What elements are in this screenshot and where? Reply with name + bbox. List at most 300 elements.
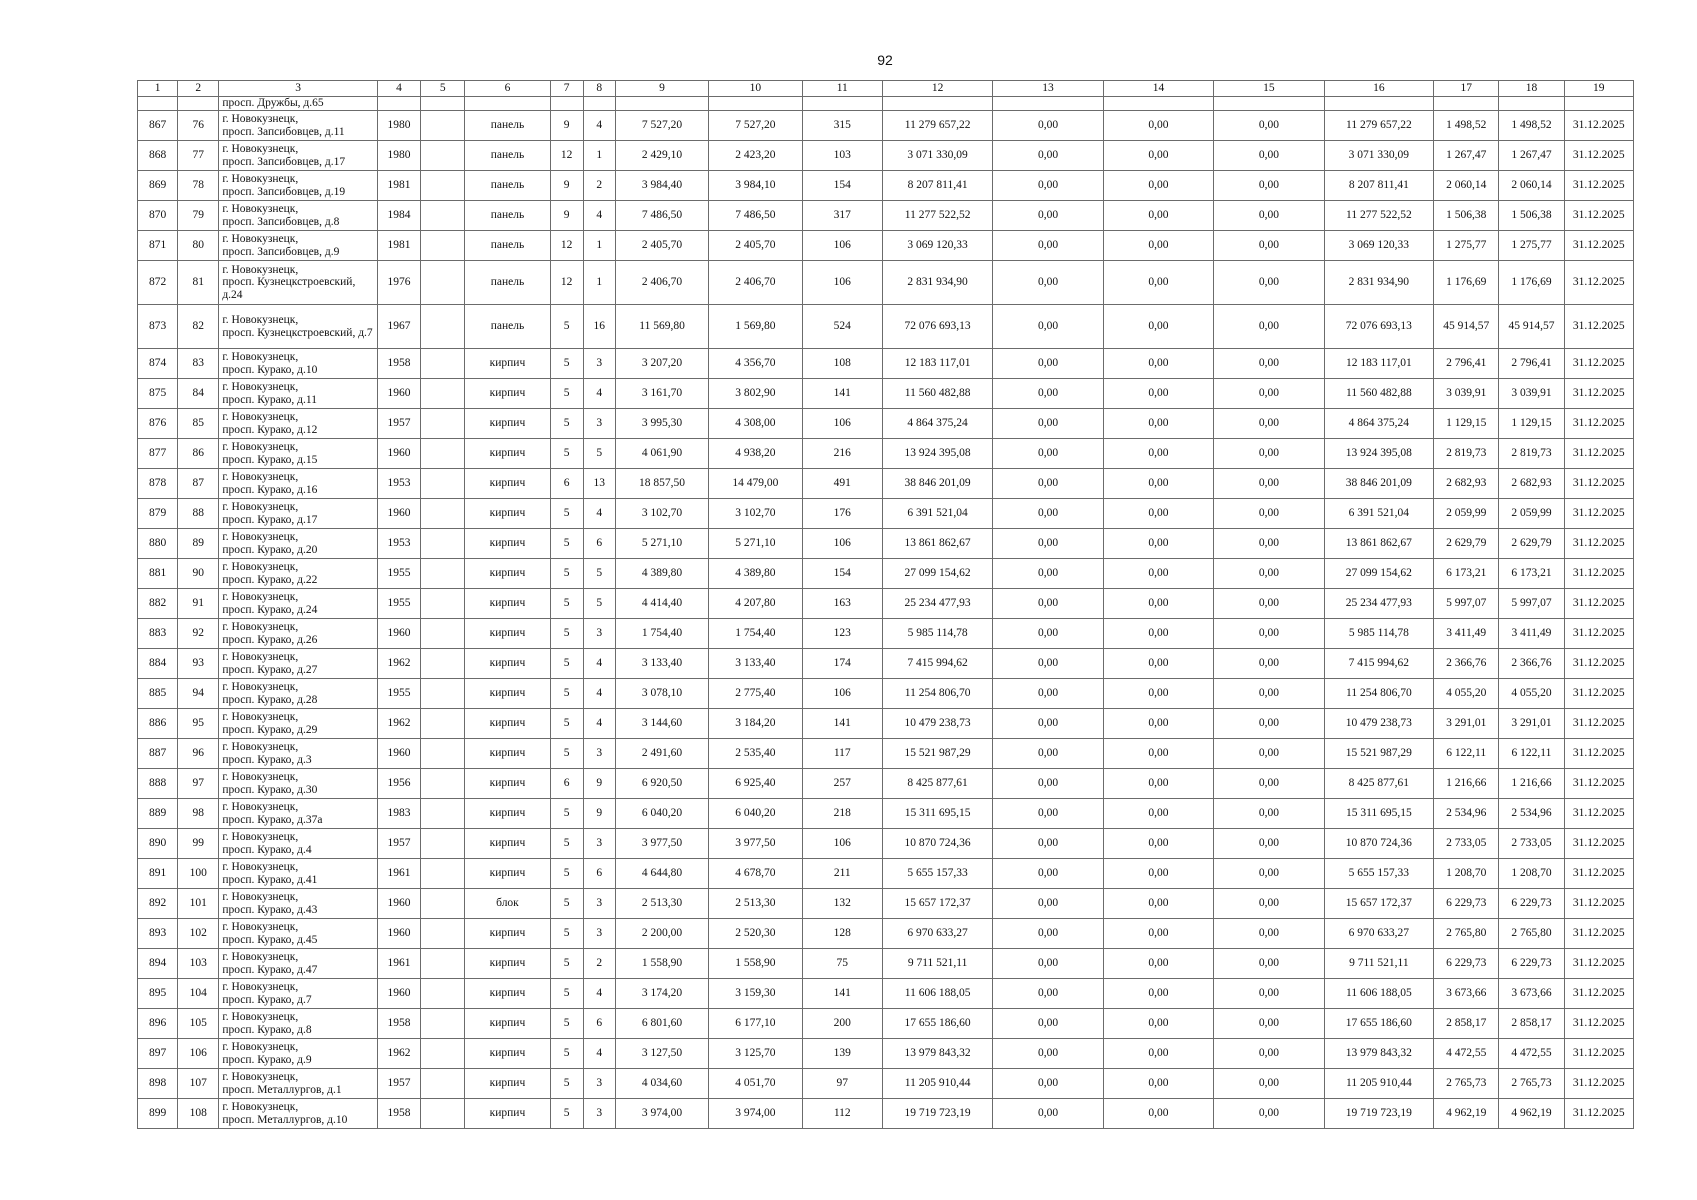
area-total: 7 527,20 [615, 111, 708, 141]
table-row [138, 769, 1634, 799]
cost-col14: 0,00 [1103, 979, 1213, 1009]
cost-col15: 0,00 [1214, 171, 1324, 201]
address-city: г. Новокузнецк, [222, 1011, 299, 1024]
unit-cost: 2 366,76 [1434, 649, 1499, 679]
unit-cost: 2 534,96 [1434, 799, 1499, 829]
cost-col13: 0,00 [993, 201, 1103, 231]
address [219, 949, 378, 979]
row-index: 107 [178, 1069, 219, 1099]
row-index: 103 [178, 949, 219, 979]
row-index: 91 [178, 589, 219, 619]
cost-col13: 0,00 [993, 469, 1103, 499]
row-number: 873 [138, 305, 178, 349]
area-living: 1 754,40 [709, 619, 802, 649]
deadline: 31.12.2025 [1564, 889, 1633, 919]
cost-total: 13 861 862,67 [882, 529, 992, 559]
deadline: 31.12.2025 [1564, 589, 1633, 619]
cost-total: 13 979 843,32 [882, 1039, 992, 1069]
wall-material: панель [465, 201, 550, 231]
cost-col15: 0,00 [1214, 141, 1324, 171]
empty-cell [421, 141, 465, 171]
table-row [138, 111, 1634, 141]
address-city: г. Новокузнецк, [222, 1071, 299, 1084]
floors: 5 [550, 379, 583, 409]
row-number: 872 [138, 261, 178, 305]
unit-cost-limit: 4 055,20 [1499, 679, 1564, 709]
column-number-cell: 3 [219, 81, 378, 97]
row-number: 875 [138, 379, 178, 409]
residents: 117 [802, 739, 882, 769]
address-street: просп. Курако, д.7 [222, 993, 312, 1006]
column-number-cell: 18 [1499, 81, 1564, 97]
build-year: 1976 [377, 261, 420, 305]
column-number-cell: 5 [421, 81, 465, 97]
floors: 5 [550, 1039, 583, 1069]
row-index: 81 [178, 261, 219, 305]
cost-col15: 0,00 [1214, 769, 1324, 799]
table-row [138, 1069, 1634, 1099]
residents: 112 [802, 1099, 882, 1129]
cost-col16: 15 521 987,29 [1324, 739, 1433, 769]
cost-col13: 0,00 [993, 1009, 1103, 1039]
area-living: 2 406,70 [709, 261, 802, 305]
cost-col15: 0,00 [1214, 889, 1324, 919]
cost-col15: 0,00 [1214, 261, 1324, 305]
address [219, 649, 378, 679]
entrances: 4 [583, 709, 615, 739]
cost-total: 3 071 330,09 [882, 141, 992, 171]
floors: 5 [550, 889, 583, 919]
entrances: 1 [583, 261, 615, 305]
address-street: просп. Курако, д.10 [222, 363, 318, 376]
area-total: 3 102,70 [615, 499, 708, 529]
address [219, 559, 378, 589]
address-street: просп. Курако, д.11 [222, 393, 317, 406]
cost-col16: 11 279 657,22 [1324, 111, 1433, 141]
row-number: 888 [138, 769, 178, 799]
floors: 5 [550, 739, 583, 769]
cost-col15: 0,00 [1214, 709, 1324, 739]
wall-material: кирпич [465, 829, 550, 859]
deadline: 31.12.2025 [1564, 949, 1633, 979]
cost-col14: 0,00 [1103, 919, 1213, 949]
address-city: г. Новокузнецк, [222, 771, 299, 784]
wall-material: панель [465, 305, 550, 349]
cost-total: 8 207 811,41 [882, 171, 992, 201]
cost-col15: 0,00 [1214, 1099, 1324, 1129]
address-street: просп. Курако, д.3 [222, 753, 312, 766]
row-number: 895 [138, 979, 178, 1009]
cost-col16: 5 985 114,78 [1324, 619, 1433, 649]
column-number-cell: 8 [583, 81, 615, 97]
cost-col15: 0,00 [1214, 231, 1324, 261]
residents: 123 [802, 619, 882, 649]
deadline: 31.12.2025 [1564, 769, 1633, 799]
deadline: 31.12.2025 [1564, 141, 1633, 171]
wall-material: кирпич [465, 949, 550, 979]
unit-cost: 2 796,41 [1434, 349, 1499, 379]
wall-material: кирпич [465, 469, 550, 499]
cost-total: 5 985 114,78 [882, 619, 992, 649]
area-living: 4 389,80 [709, 559, 802, 589]
row-index: 108 [178, 1099, 219, 1129]
cost-total: 7 415 994,62 [882, 649, 992, 679]
row-index: 90 [178, 559, 219, 589]
address-city: г. Новокузнецк, [222, 561, 299, 574]
cost-col13: 0,00 [993, 499, 1103, 529]
address [219, 261, 378, 305]
floors: 12 [550, 231, 583, 261]
cost-col16: 4 864 375,24 [1324, 409, 1433, 439]
empty-cell [421, 649, 465, 679]
address-street: просп. Курако, д.16 [222, 483, 318, 496]
column-number-cell: 17 [1434, 81, 1499, 97]
table-row [138, 141, 1634, 171]
cost-col16: 15 311 695,15 [1324, 799, 1433, 829]
table-row [138, 1039, 1634, 1069]
build-year: 1981 [377, 231, 420, 261]
area-living: 2 405,70 [709, 231, 802, 261]
address-city: г. Новокузнецк, [222, 314, 299, 327]
empty-cell [421, 919, 465, 949]
column-number-cell: 12 [882, 81, 992, 97]
unit-cost: 2 765,73 [1434, 1069, 1499, 1099]
unit-cost-limit: 4 472,55 [1499, 1039, 1564, 1069]
row-number: 899 [138, 1099, 178, 1129]
row-index: 94 [178, 679, 219, 709]
residents: 141 [802, 709, 882, 739]
floors: 5 [550, 589, 583, 619]
area-total: 3 133,40 [615, 649, 708, 679]
cost-col13: 0,00 [993, 799, 1103, 829]
cost-col15: 0,00 [1214, 1009, 1324, 1039]
area-living: 2 775,40 [709, 679, 802, 709]
wall-material: кирпич [465, 979, 550, 1009]
cost-col14: 0,00 [1103, 171, 1213, 201]
address [219, 111, 378, 141]
cost-col16: 25 234 477,93 [1324, 589, 1433, 619]
table-row [138, 679, 1634, 709]
cost-col16: 11 205 910,44 [1324, 1069, 1433, 1099]
empty-cell [421, 799, 465, 829]
cost-col15: 0,00 [1214, 859, 1324, 889]
address-city: г. Новокузнецк, [222, 741, 299, 754]
unit-cost: 3 291,01 [1434, 709, 1499, 739]
row-index: 85 [178, 409, 219, 439]
unit-cost-limit: 4 962,19 [1499, 1099, 1564, 1129]
row-index: 88 [178, 499, 219, 529]
cost-col14: 0,00 [1103, 589, 1213, 619]
wall-material: кирпич [465, 1099, 550, 1129]
deadline: 31.12.2025 [1564, 649, 1633, 679]
address-city: г. Новокузнецк, [222, 681, 299, 694]
floors: 6 [550, 469, 583, 499]
address-city: г. Новокузнецк, [222, 1101, 299, 1114]
area-living: 3 802,90 [709, 379, 802, 409]
address [219, 469, 378, 499]
address-city: г. Новокузнецк, [222, 264, 299, 277]
residents: 106 [802, 231, 882, 261]
wall-material: кирпич [465, 919, 550, 949]
address-city: г. Новокузнецк, [222, 981, 299, 994]
deadline: 31.12.2025 [1564, 679, 1633, 709]
address [219, 889, 378, 919]
unit-cost-limit: 1 129,15 [1499, 409, 1564, 439]
address [219, 201, 378, 231]
row-index: 96 [178, 739, 219, 769]
area-living: 4 051,70 [709, 1069, 802, 1099]
unit-cost: 1 267,47 [1434, 141, 1499, 171]
column-number-cell: 2 [178, 81, 219, 97]
build-year: 1962 [377, 649, 420, 679]
cost-col16: 11 277 522,52 [1324, 201, 1433, 231]
address-street: просп. Курако, д.41 [222, 873, 318, 886]
area-living: 2 520,30 [709, 919, 802, 949]
floors: 5 [550, 919, 583, 949]
address-street: просп. Курако, д.26 [222, 633, 318, 646]
cost-col16: 72 076 693,13 [1324, 305, 1433, 349]
address-city: г. Новокузнецк, [222, 203, 299, 216]
cost-col15: 0,00 [1214, 949, 1324, 979]
row-number: 890 [138, 829, 178, 859]
area-total: 18 857,50 [615, 469, 708, 499]
row-index: 87 [178, 469, 219, 499]
address-city: г. Новокузнецк, [222, 471, 299, 484]
table-row [138, 649, 1634, 679]
residents: 141 [802, 379, 882, 409]
column-number-cell: 13 [993, 81, 1103, 97]
cost-col13: 0,00 [993, 1039, 1103, 1069]
address-city: г. Новокузнецк, [222, 831, 299, 844]
row-index: 97 [178, 769, 219, 799]
entrances: 6 [583, 529, 615, 559]
empty-cell [421, 171, 465, 201]
address-street: просп. Курако, д.37а [222, 813, 323, 826]
area-living: 4 207,80 [709, 589, 802, 619]
floors: 12 [550, 141, 583, 171]
build-year: 1962 [377, 1039, 420, 1069]
cost-col14: 0,00 [1103, 829, 1213, 859]
address [219, 589, 378, 619]
area-living: 3 977,50 [709, 829, 802, 859]
residents: 108 [802, 349, 882, 379]
entrances: 2 [583, 949, 615, 979]
table-row [138, 439, 1634, 469]
deadline: 31.12.2025 [1564, 709, 1633, 739]
unit-cost: 2 629,79 [1434, 529, 1499, 559]
row-number: 894 [138, 949, 178, 979]
cost-total: 11 560 482,88 [882, 379, 992, 409]
row-number: 883 [138, 619, 178, 649]
unit-cost: 1 506,38 [1434, 201, 1499, 231]
column-number-cell: 10 [709, 81, 802, 97]
cost-col14: 0,00 [1103, 619, 1213, 649]
address-street: просп. Запсибовцев, д.19 [222, 185, 346, 198]
table-row [138, 979, 1634, 1009]
cost-col16: 5 655 157,33 [1324, 859, 1433, 889]
cost-col16: 38 846 201,09 [1324, 469, 1433, 499]
deadline: 31.12.2025 [1564, 379, 1633, 409]
column-number-cell: 9 [615, 81, 708, 97]
cost-total: 72 076 693,13 [882, 305, 992, 349]
address-street: просп. Запсибовцев, д.11 [222, 125, 345, 138]
cost-col16: 12 183 117,01 [1324, 349, 1433, 379]
cost-col13: 0,00 [993, 919, 1103, 949]
unit-cost: 2 060,14 [1434, 171, 1499, 201]
row-number: 879 [138, 499, 178, 529]
row-index: 82 [178, 305, 219, 349]
cost-col15: 0,00 [1214, 409, 1324, 439]
cost-col15: 0,00 [1214, 649, 1324, 679]
cost-col14: 0,00 [1103, 739, 1213, 769]
residents: 106 [802, 409, 882, 439]
address-street: просп. Кузнецкстроевский, д.7 [222, 326, 373, 339]
deadline: 31.12.2025 [1564, 739, 1633, 769]
cost-col14: 0,00 [1103, 349, 1213, 379]
address-street: просп. Курако, д.17 [222, 513, 318, 526]
row-index: 98 [178, 799, 219, 829]
entrances: 4 [583, 979, 615, 1009]
build-year: 1958 [377, 1099, 420, 1129]
cost-col13: 0,00 [993, 889, 1103, 919]
build-year: 1955 [377, 559, 420, 589]
area-living: 4 938,20 [709, 439, 802, 469]
address-city: г. Новокузнецк, [222, 531, 299, 544]
area-total: 6 920,50 [615, 769, 708, 799]
area-total: 3 144,60 [615, 709, 708, 739]
area-living: 3 133,40 [709, 649, 802, 679]
unit-cost-limit: 1 176,69 [1499, 261, 1564, 305]
cost-total: 15 657 172,37 [882, 889, 992, 919]
unit-cost: 45 914,57 [1434, 305, 1499, 349]
cost-col14: 0,00 [1103, 1039, 1213, 1069]
cost-col13: 0,00 [993, 141, 1103, 171]
empty-cell [421, 499, 465, 529]
cost-col13: 0,00 [993, 439, 1103, 469]
area-living: 4 356,70 [709, 349, 802, 379]
entrances: 3 [583, 889, 615, 919]
column-number-cell: 6 [465, 81, 550, 97]
area-living: 3 125,70 [709, 1039, 802, 1069]
table-row [138, 499, 1634, 529]
cost-total: 27 099 154,62 [882, 559, 992, 589]
unit-cost: 6 173,21 [1434, 559, 1499, 589]
address-street: просп. Металлургов, д.1 [222, 1083, 342, 1096]
wall-material: кирпич [465, 1039, 550, 1069]
address-city: г. Новокузнецк, [222, 381, 299, 394]
address [219, 829, 378, 859]
entrances: 6 [583, 859, 615, 889]
entrances: 16 [583, 305, 615, 349]
table-row [138, 231, 1634, 261]
address [219, 1069, 378, 1099]
cost-total: 9 711 521,11 [882, 949, 992, 979]
cost-col13: 0,00 [993, 679, 1103, 709]
continuation-row [138, 97, 1634, 111]
unit-cost-limit: 1 267,47 [1499, 141, 1564, 171]
floors: 5 [550, 305, 583, 349]
area-living: 5 271,10 [709, 529, 802, 559]
empty-cell [421, 1009, 465, 1039]
unit-cost: 1 216,66 [1434, 769, 1499, 799]
address [219, 409, 378, 439]
residents: 176 [802, 499, 882, 529]
area-total: 4 414,40 [615, 589, 708, 619]
residents: 315 [802, 111, 882, 141]
cost-col16: 6 391 521,04 [1324, 499, 1433, 529]
floors: 5 [550, 679, 583, 709]
deadline: 31.12.2025 [1564, 529, 1633, 559]
entrances: 3 [583, 1069, 615, 1099]
table-row [138, 349, 1634, 379]
wall-material: блок [465, 889, 550, 919]
row-number: 887 [138, 739, 178, 769]
row-number: 874 [138, 349, 178, 379]
unit-cost: 1 208,70 [1434, 859, 1499, 889]
wall-material: кирпич [465, 1069, 550, 1099]
row-index: 78 [178, 171, 219, 201]
empty-cell [421, 305, 465, 349]
deadline: 31.12.2025 [1564, 231, 1633, 261]
wall-material: кирпич [465, 739, 550, 769]
table-row [138, 949, 1634, 979]
cost-col13: 0,00 [993, 529, 1103, 559]
cost-col16: 13 861 862,67 [1324, 529, 1433, 559]
area-total: 4 034,60 [615, 1069, 708, 1099]
cost-col13: 0,00 [993, 979, 1103, 1009]
build-year: 1953 [377, 469, 420, 499]
unit-cost: 5 997,07 [1434, 589, 1499, 619]
row-index: 76 [178, 111, 219, 141]
build-year: 1960 [377, 439, 420, 469]
wall-material: кирпич [465, 1009, 550, 1039]
address-street: просп. Курако, д.27 [222, 663, 318, 676]
cost-col14: 0,00 [1103, 649, 1213, 679]
table-row [138, 709, 1634, 739]
address [219, 859, 378, 889]
address [219, 379, 378, 409]
cost-col15: 0,00 [1214, 499, 1324, 529]
area-living: 3 159,30 [709, 979, 802, 1009]
area-total: 2 491,60 [615, 739, 708, 769]
cost-col16: 13 924 395,08 [1324, 439, 1433, 469]
address-street: просп. Запсибовцев, д.9 [222, 245, 340, 258]
deadline: 31.12.2025 [1564, 171, 1633, 201]
unit-cost-limit: 2 819,73 [1499, 439, 1564, 469]
table-row [138, 829, 1634, 859]
area-total: 6 801,60 [615, 1009, 708, 1039]
cost-col16: 11 606 188,05 [1324, 979, 1433, 1009]
area-living: 6 925,40 [709, 769, 802, 799]
empty-cell [421, 201, 465, 231]
row-index: 80 [178, 231, 219, 261]
address-street: просп. Курако, д.24 [222, 603, 318, 616]
residents: 524 [802, 305, 882, 349]
cost-col15: 0,00 [1214, 559, 1324, 589]
table-row [138, 1009, 1634, 1039]
deadline: 31.12.2025 [1564, 409, 1633, 439]
table-row [138, 529, 1634, 559]
residents: 317 [802, 201, 882, 231]
unit-cost-limit: 2 858,17 [1499, 1009, 1564, 1039]
address [219, 305, 378, 349]
address-street: просп. Курако, д.20 [222, 543, 318, 556]
area-living: 4 678,70 [709, 859, 802, 889]
build-year: 1960 [377, 889, 420, 919]
unit-cost-limit: 3 039,91 [1499, 379, 1564, 409]
entrances: 5 [583, 589, 615, 619]
cost-col13: 0,00 [993, 589, 1103, 619]
